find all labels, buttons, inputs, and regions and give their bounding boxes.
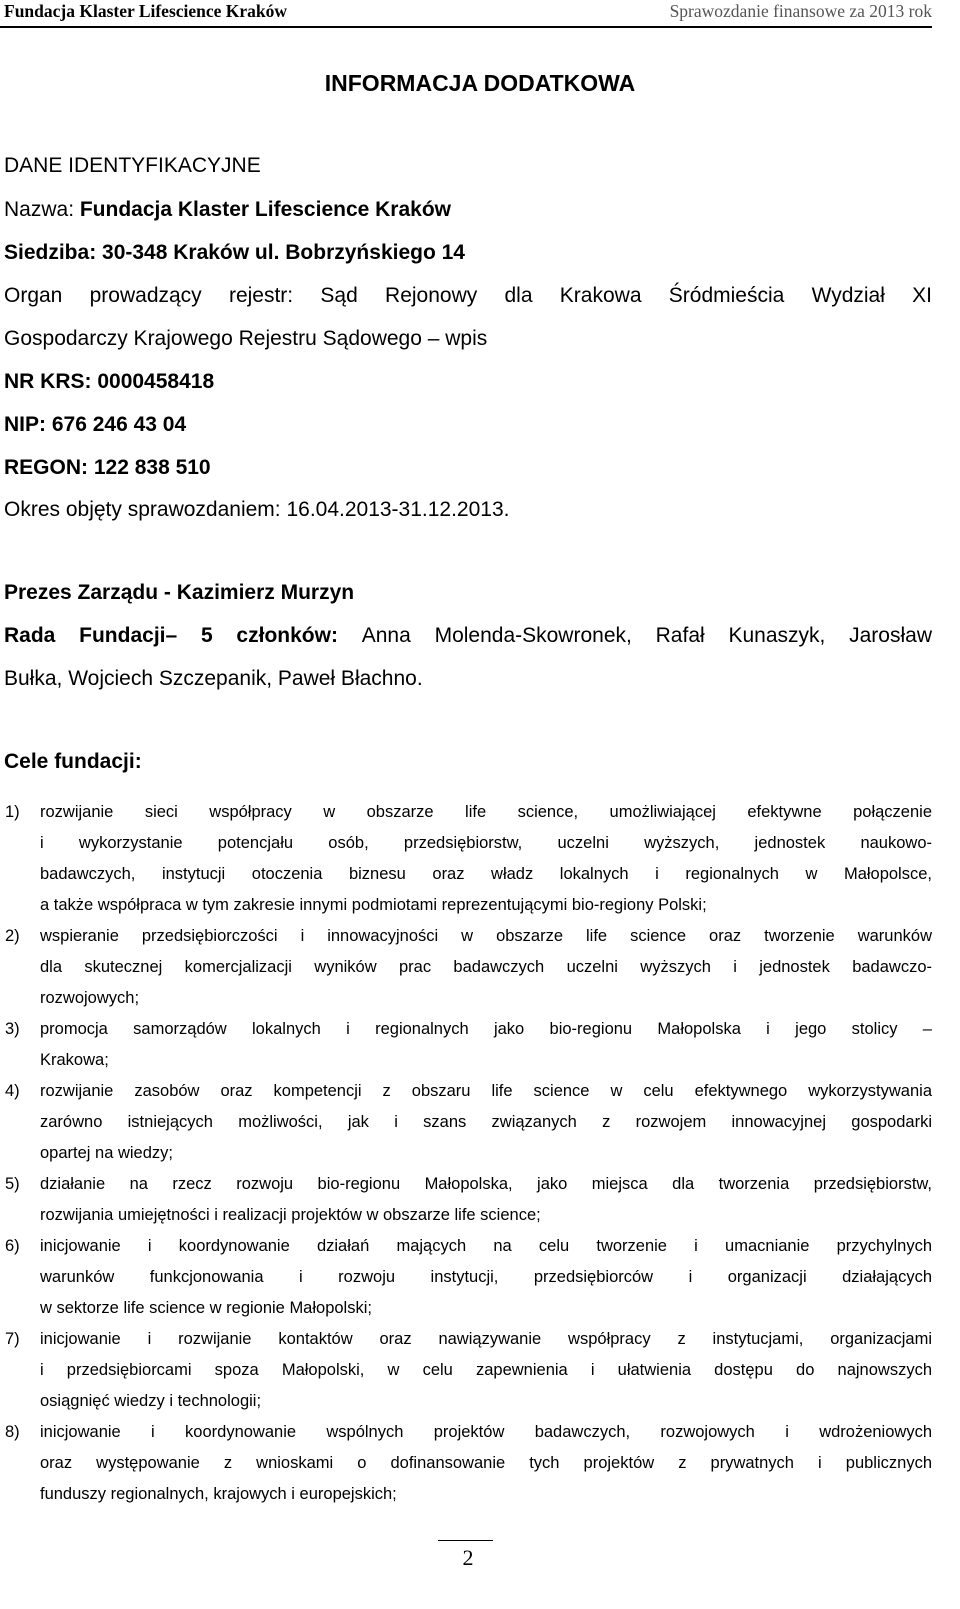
goal-text [40, 1076, 932, 1169]
regon-line: REGON: 122 838 510 [4, 456, 211, 479]
goal-item [0, 1417, 932, 1510]
goal-text-line: a także współpraca w tym zakresie innymi podmiotami reprezentującymi bio-regiony Polski; [40, 896, 707, 914]
goal-number: 3) [5, 1020, 20, 1038]
goal-number: 1) [5, 803, 20, 821]
goal-text [40, 797, 932, 921]
goal-item [0, 1169, 932, 1231]
ident-heading: DANE IDENTYFIKACYJNE [4, 154, 261, 177]
goal-number: 6) [5, 1237, 20, 1255]
goal-text-line: warunków funkcjonowania i rozwoju instytucji, przedsiębiorców i organizacji działających [40, 1268, 932, 1286]
goal-text [40, 921, 932, 1014]
register-line-1: Organ prowadzący rejestr: Sąd Rejonowy dla Krakowa Śródmieścia Wydział XI [4, 284, 932, 307]
goal-item [0, 1324, 932, 1417]
page-number: 2 [462, 1545, 474, 1570]
goal-text-line: Krakowa; [40, 1051, 109, 1069]
goal-text-line: opartej na wiedzy; [40, 1144, 173, 1162]
goal-item [0, 921, 932, 1014]
goal-text [40, 1324, 932, 1417]
document-title: INFORMACJA DODATKOWA [324, 70, 636, 96]
goal-text-line: promocja samorządów lokalnych i regionalnych jako bio-regionu Małopolska i jego stolicy – [40, 1020, 932, 1038]
goal-text-line: w sektorze life science w regionie Małopolski; [40, 1299, 372, 1317]
goal-text-line: osiągnięć wiedzy i technologii; [40, 1392, 262, 1410]
goal-text-line: badawczych, instytucji otoczenia biznesu oraz władz lokalnych i regionalnych w Małopolsce, [40, 865, 932, 883]
nip-line: NIP: 676 246 43 04 [4, 413, 187, 436]
goal-item [0, 797, 932, 921]
council-label: Rada Fundacji– 5 członków: [4, 624, 362, 647]
goal-item [0, 1014, 932, 1076]
goal-text-line: i przedsiębiorcami spoza Małopolski, w celu zapewnienia i ułatwienia dostępu do najnowszych [40, 1361, 932, 1379]
council-members-2: Bułka, Wojciech Szczepanik, Paweł Błachno. [4, 667, 423, 690]
name-value: Fundacja Klaster Lifescience Kraków [79, 198, 451, 221]
council-members-1: Anna Molenda-Skowronek, Rafał Kunaszyk, Jarosław [361, 624, 932, 647]
seat-line: Siedziba: 30-348 Kraków ul. Bobrzyńskiego 14 [4, 241, 465, 264]
goals-heading: Cele fundacji: [4, 750, 142, 773]
goal-text-line: rozwijanie zasobów oraz kompetencji z obszaru life science w celu efektywnego wykorzystywania [40, 1082, 932, 1100]
goal-text-line: funduszy regionalnych, krajowych i europejskich; [40, 1485, 397, 1503]
council-line-1 [4, 624, 932, 648]
goal-text-line: inicjowanie i rozwijanie kontaktów oraz nawiązywanie współpracy z instytucjami, organizacjami [40, 1330, 932, 1348]
footer-divider [438, 1540, 493, 1541]
goal-number: 2) [5, 927, 20, 945]
goal-text-line: rozwijania umiejętności i realizacji projektów w obszarze life science; [40, 1206, 541, 1224]
goal-number: 5) [5, 1175, 20, 1193]
goal-number: 8) [5, 1423, 20, 1441]
register-line-2: Gospodarczy Krajowego Rejestru Sądowego – wpis [4, 327, 488, 350]
goal-text-line: inicjowanie i koordynowanie wspólnych projektów badawczych, rozwojowych i wdrożeniowych [40, 1423, 932, 1441]
goal-text [40, 1231, 932, 1324]
goals-list [0, 797, 932, 1510]
goal-number: 7) [5, 1330, 20, 1348]
goal-text-line: inicjowanie i koordynowanie działań mających na celu tworzenie i umacnianie przychylnych [40, 1237, 932, 1255]
goal-text-line: wspieranie przedsiębiorczości i innowacyjności w obszarze life science oraz tworzenie warunków [40, 927, 932, 945]
goal-text-line: rozwijanie sieci współpracy w obszarze life science, umożliwiającej efektywne połączenie [40, 803, 932, 821]
period-line: Okres objęty sprawozdaniem: 16.04.2013-31.12.2013. [4, 498, 510, 521]
goal-text [40, 1014, 932, 1076]
goal-text [40, 1169, 932, 1231]
page-header [0, 0, 932, 28]
header-report-title: Sprawozdanie finansowe za 2013 rok [669, 1, 932, 21]
goal-text-line: i wykorzystanie potencjału osób, przedsiębiorstw, uczelni wyższych, jednostek naukowo- [40, 834, 932, 852]
goal-text-line: dla skutecznej komercjalizacji wyników prac badawczych uczelni wyższych i jednostek badawczo- [40, 958, 932, 976]
goal-text-line: rozwojowych; [40, 989, 140, 1007]
goal-text-line: działanie na rzecz rozwoju bio-regionu Małopolska, jako miejsca dla tworzenia przedsiębiorstw, [40, 1175, 932, 1193]
header-organization: Fundacja Klaster Lifescience Kraków [4, 1, 288, 21]
goal-item [0, 1231, 932, 1324]
goal-text-line: oraz występowanie z wnioskami o dofinansowanie tych projektów z prywatnych i publicznych [40, 1454, 932, 1472]
name-label: Nazwa: [4, 198, 80, 221]
goal-text-line: zarówno istniejących możliwości, jak i szans związanych z rozwojem innowacyjnej gospodarki [40, 1113, 932, 1131]
board-president: Prezes Zarządu - Kazimierz Murzyn [4, 581, 355, 604]
name-line [4, 198, 451, 222]
krs-line: NR KRS: 0000458418 [4, 370, 215, 393]
goal-text [40, 1417, 932, 1510]
goal-item [0, 1076, 932, 1169]
goal-number: 4) [5, 1082, 20, 1100]
